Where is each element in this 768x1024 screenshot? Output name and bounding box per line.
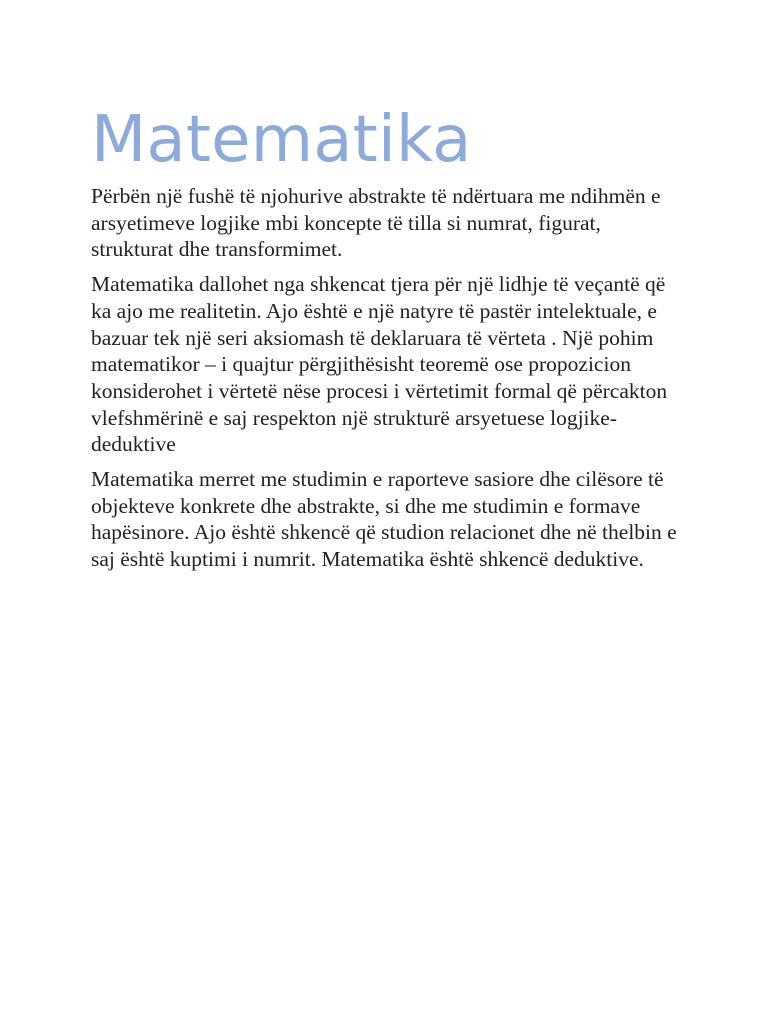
paragraph: Matematika merret me studimin e raporteve sasiore dhe cilësore të objekteve konkrete dhe abstrakte, si dhe me studimin e formave hapësinore. Ajo është shkencë që studion relacionet dhe në thelbin e saj është kuptimi i numrit. Matematika është shkencë deduktive. xyxy=(91,467,677,572)
document-title: Matematika xyxy=(91,103,472,177)
document-body xyxy=(91,100,683,581)
paragraph: Matematika dallohet nga shkencat tjera për një lidhje të veçantë që ka ajo me realitetin. Ajo është e një natyre të pastër intelektuale, e bazuar tek një seri aksiomash të deklaruara të vërteta . Një pohim matematikor – i quajtur përgjithësisht teoremë ose propozicion konsiderohet i vërtetë nëse procesi i vërtetimit formal që përcakton vlefshmërinë e saj respekton një strukturë arsyetuese logjike-deduktive xyxy=(91,272,668,457)
paragraph: Përbën një fushë të njohurive abstrakte të ndërtuara me ndihmën e arsyetimeve logjike mbi koncepte të tilla si numrat, figurat, strukturat dhe transformimet. xyxy=(91,184,661,262)
